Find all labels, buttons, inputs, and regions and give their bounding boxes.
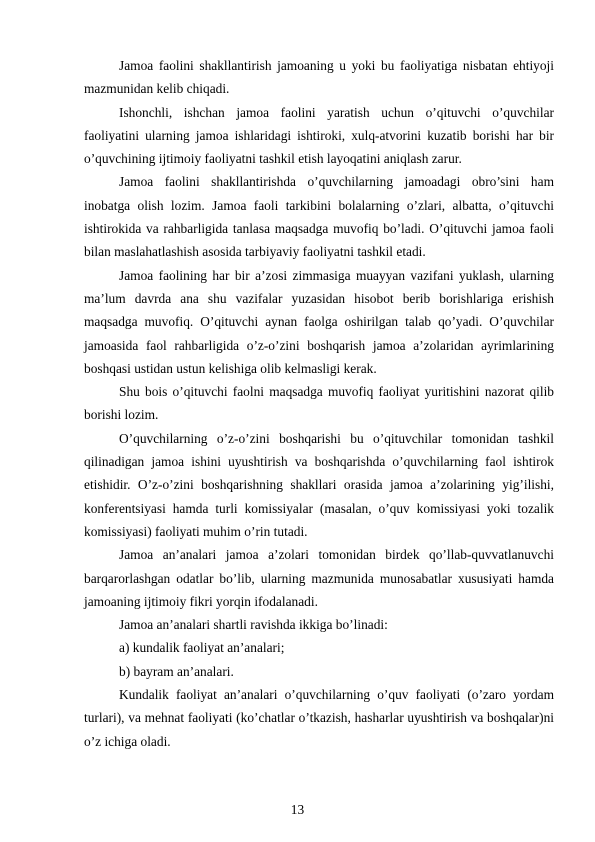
document-body [84, 54, 554, 753]
paragraph-8: Jamoa an’analari shartli ravishda ikkiga bo’linadi: [119, 617, 388, 633]
paragraph-5: Shu bois o’qituvchi faolni maqsadga muvofiq faoliyat yuritishini nazorat qilib borishi lozim. [84, 384, 554, 423]
list-item-a: a) kundalik faoliyat an’analari; [119, 640, 285, 656]
paragraph-2: Ishonchli, ishchan jamoa faolini yaratish uchun o’qituvchi o’quvchilar faoliyatini ularning jamoa ishlaridagi ishtiroki, xulq-atvorini kuzatib borishi har bir o’quvchining ijtimoiy faoliyatni tashkil etish layoqatini aniqlash zarur. [84, 104, 554, 167]
paragraph-11: Kundalik faoliyat an’analari o’quvchilarning o’quv faoliyati (o’zaro yordam turlari), va mehnat faoliyati (ko’chatlar o’tkazish, hasharlar uyushtirish va boshqalar)ni o’z ichiga oladi. [84, 687, 554, 749]
paragraph-6: O’quvchilarning o’z-o’zini boshqarishi bu o’qituvchilar tomonidan tashkil qilinadigan jamoa ishini uyushtirish va boshqarishda o’quvchilarning faol ishtirok etishidir. O’z-o’zini boshqarishning shakllari orasida jamoa a’zolarining yig’ilishi, konferentsiyasi hamda turli komissiyalar (masalan, o’quv komissiyasi yoki tozalik komissiyasi) faoliyati muhim o’rin tutadi. [84, 430, 554, 539]
paragraph-3: Jamoa faolini shakllantirishda o’quvchilarning jamoadagi obro’sini ham inobatga olish lozim. Jamoa faoli tarkibini bolalarning o’zlari, albatta, o’qituvchi ishtirokida va rahbarligida tanlasa maqsadga muvofiq bo’ladi. O’qituvchi jamoa faoli bilan maslahatlashish asosida tarbiyaviy faoliyatni tashkil etadi. [84, 174, 554, 260]
list-item-b: b) bayram an’analari. [119, 663, 234, 679]
paragraph-7: Jamoa an’analari jamoa a’zolari tomonidan birdek qo’llab-quvvatlanuvchi barqarorlashgan odatlar bo’lib, ularning mazmunida munosabatlar xususiyati hamda jamoaning ijtimoiy fikri yorqin ifodalanadi. [84, 547, 554, 609]
paragraph-4: Jamoa faolining har bir a’zosi zimmasiga muayyan vazifani yuklash, ularning ma’lum davrda ana shu vazifalar yuzasidan hisobot berib borishlariga erishish maqsadga muvofiq. O’qituvchi aynan faolga oshirilgan talab qo’yadi. O’quvchilar jamoasida faol rahbarligida o’z-o’zini boshqarish jamoa a’zolaridan ayrimlarining boshqasi ustidan ustun kelishiga olib kelmasligi kerak. [84, 267, 554, 376]
page-number: 13 [290, 802, 305, 817]
paragraph-1: Jamoa faolini shakllantirish jamoaning u yoki bu faoliyatiga nisbatan ehtiyoji mazmunidan kelib chiqadi. [84, 58, 554, 97]
